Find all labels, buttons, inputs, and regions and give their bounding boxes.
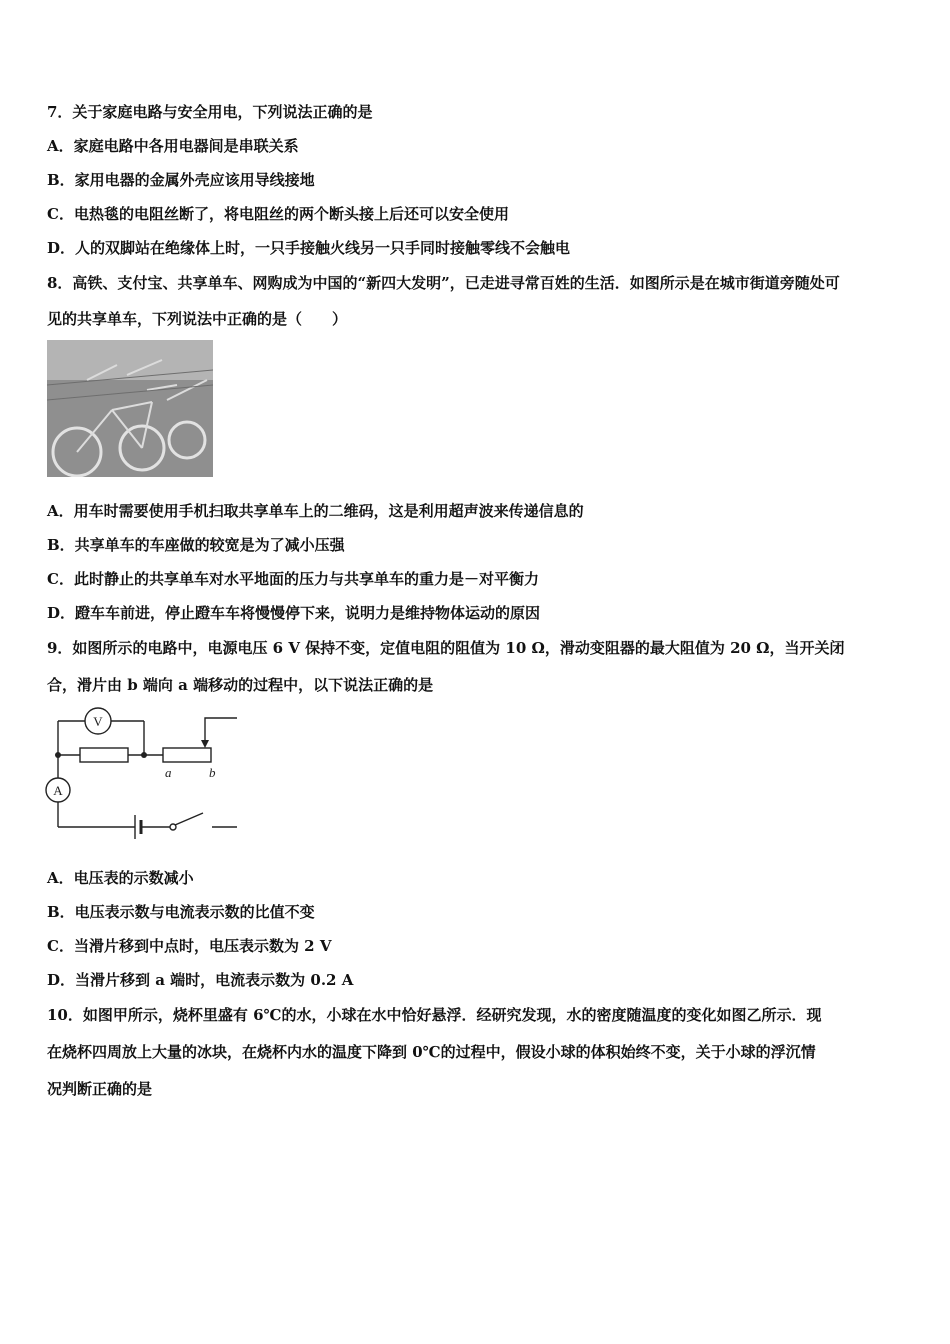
q8-stem-line1: 8．高铁、支付宝、共享单车、网购成为中国的“新四大发明”，已走进寻常百姓的生活．如图所示是在城市街道旁随处可 xyxy=(47,274,840,292)
q10-stem-line3: 况判断正确的是 xyxy=(47,1080,153,1098)
slider-wire xyxy=(205,718,237,745)
q7-option-d: D．人的双脚站在绝缘体上时，一只手接触火线另一只手同时接触零线不会触电 xyxy=(47,239,571,257)
q9-option-c: C．当滑片移到中点时，电压表示数为 2 V xyxy=(47,937,332,955)
circuit-diagram xyxy=(40,705,245,845)
q9-option-a: A．电压表的示数减小 xyxy=(47,869,194,887)
q8-option-d: D．蹬车车前进，停止蹬车车将慢慢停下来，说明力是维持物体运动的原因 xyxy=(47,604,541,622)
rheostat-end-b-label: b xyxy=(209,765,216,780)
q8-stem-line2: 见的共享单车，下列说法中正确的是（ ） xyxy=(47,310,348,328)
junction-right xyxy=(141,752,147,758)
q10-stem-line2: 在烧杯四周放上大量的冰块，在烧杯内水的温度下降到 0℃的过程中，假设小球的体积始终不变，关于小球的浮沉情 xyxy=(47,1043,816,1061)
q7-stem: 7．关于家庭电路与安全用电，下列说法正确的是 xyxy=(47,103,373,121)
q10-stem-line1: 10．如图甲所示，烧杯里盛有 6℃的水，小球在水中恰好悬浮．经研究发现，水的密度随温度的变化如图乙所示．现 xyxy=(47,1006,822,1024)
q8-option-a: A．用车时需要使用手机扫取共享单车上的二维码，这是利用超声波来传递信息的 xyxy=(47,502,584,520)
fixed-resistor xyxy=(80,748,128,762)
q9-stem-line2: 合，滑片由 b 端向 a 端移动的过程中，以下说法正确的是 xyxy=(47,676,434,694)
q7-option-b: B．家用电器的金属外壳应该用导线接地 xyxy=(47,171,315,189)
q8-option-c: C．此时静止的共享单车对水平地面的压力与共享单车的重力是－对平衡力 xyxy=(47,570,539,588)
q7-option-c: C．电热毯的电阻丝断了，将电阻丝的两个断头接上后还可以安全使用 xyxy=(47,205,509,223)
q7-option-a: A．家庭电路中各用电器间是串联关系 xyxy=(47,137,299,155)
ammeter-label: A xyxy=(53,783,63,798)
junction-left xyxy=(55,752,61,758)
rheostat-end-a-label: a xyxy=(165,765,172,780)
rheostat xyxy=(163,748,211,762)
slider-arrow xyxy=(201,740,209,748)
voltmeter-label: V xyxy=(93,714,103,729)
switch-blade xyxy=(175,813,203,825)
q9-option-b: B．电压表示数与电流表示数的比值不变 xyxy=(47,903,315,921)
q9-stem-line1: 9．如图所示的电路中，电源电压 6 V 保持不变，定值电阻的阻值为 10 Ω，滑动变阻器的最大阻值为 20 Ω，当开关闭 xyxy=(47,639,845,657)
q8-option-b: B．共享单车的车座做的较宽是为了减小压强 xyxy=(47,536,345,554)
shared-bike-photo xyxy=(47,340,213,477)
q9-option-d: D．当滑片移到 a 端时，电流表示数为 0.2 A xyxy=(47,971,354,989)
shared-bike-illustration xyxy=(47,340,213,477)
